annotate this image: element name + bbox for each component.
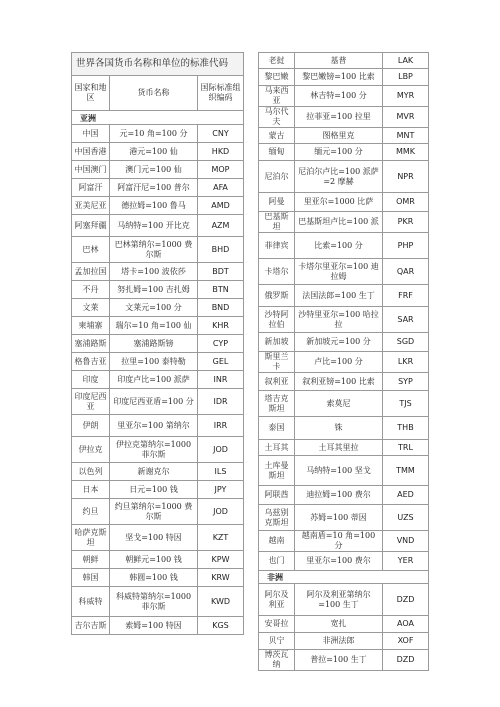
code-cell: INR: [198, 371, 244, 389]
table-row: [72, 299, 244, 317]
table-row: [72, 569, 244, 587]
title-row: [72, 53, 244, 76]
country-cell: 马来西亚: [259, 86, 295, 107]
table-row: [259, 193, 429, 212]
currency-cell: 非洲法郎: [295, 633, 383, 650]
currency-cell: 努扎姆=100 吉扎姆: [110, 281, 198, 299]
table-row: [72, 237, 244, 263]
country-cell: 塞浦路斯: [72, 335, 110, 353]
code-cell: BND: [198, 299, 244, 317]
country-cell: 哈萨克斯坦: [72, 525, 110, 551]
country-cell: 文莱: [72, 299, 110, 317]
code-cell: LKR: [383, 352, 429, 373]
code-cell: BTN: [198, 281, 244, 299]
table-row: [259, 144, 429, 161]
country-cell: 朝鲜: [72, 551, 110, 569]
code-cell: AMD: [198, 197, 244, 215]
currency-cell: 科威特第纳尔=1000 菲尔斯: [110, 587, 198, 617]
code-cell: SYP: [383, 373, 429, 391]
code-cell: ILS: [198, 463, 244, 481]
table-row: [72, 263, 244, 281]
code-cell: MMK: [383, 144, 429, 161]
country-cell: 印度尼西亚: [72, 389, 110, 415]
code-cell: QAR: [383, 259, 429, 285]
country-cell: 中国澳门: [72, 161, 110, 179]
currency-cell: 马纳特=100 开比克: [110, 215, 198, 237]
region-label: 亚洲: [72, 111, 244, 125]
country-cell: 柬埔寨: [72, 317, 110, 335]
code-cell: XOF: [383, 633, 429, 650]
currency-cell: 基普: [295, 53, 383, 69]
currency-cell: 卡塔尔里亚尔=100 迪拉姆: [295, 259, 383, 285]
country-cell: 俄罗斯: [259, 285, 295, 307]
table-row: [259, 584, 429, 616]
country-cell: 土库曼斯坦: [259, 456, 295, 486]
country-cell: 马尔代夫: [259, 107, 295, 128]
code-cell: PKR: [383, 212, 429, 233]
table-row: [259, 616, 429, 633]
currency-cell: 尼泊尔卢比=100 派萨=2 摩赫: [295, 161, 383, 193]
code-cell: MVR: [383, 107, 429, 128]
currency-cell: 巴林第纳尔=1000 费尔斯: [110, 237, 198, 263]
table-row: [259, 69, 429, 86]
table-row: [259, 505, 429, 531]
currency-table-right: [258, 52, 429, 671]
code-cell: UZS: [383, 505, 429, 531]
currency-cell: 拉菲亚=100 拉里: [295, 107, 383, 128]
currency-cell: 黎巴嫩镑=100 比索: [295, 69, 383, 86]
table-row: [259, 259, 429, 285]
table-row: [72, 125, 244, 143]
table-row: [72, 215, 244, 237]
currency-cell: 林吉特=100 分: [295, 86, 383, 107]
currency-cell: 铢: [295, 417, 383, 440]
country-cell: 阿尔及利亚: [259, 584, 295, 616]
country-cell: 亚美尼亚: [72, 197, 110, 215]
document-title: 世界各国货币名称和单位的标准代码: [72, 53, 244, 76]
code-cell: AZM: [198, 215, 244, 237]
table-row: [259, 531, 429, 552]
table-row: [72, 481, 244, 499]
country-cell: 蒙古: [259, 128, 295, 144]
code-cell: CNY: [198, 125, 244, 143]
country-cell: 韩国: [72, 569, 110, 587]
country-cell: 格鲁吉亚: [72, 353, 110, 371]
code-cell: IRR: [198, 415, 244, 437]
currency-cell: 土耳其里拉: [295, 440, 383, 456]
currency-cell: 新加坡元=100 分: [295, 333, 383, 352]
currency-cell: 阿尔及利亚第纳尔=100 生丁: [295, 584, 383, 616]
currency-cell: 澳门元=100 仙: [110, 161, 198, 179]
table-row: [259, 373, 429, 391]
country-cell: 越南: [259, 531, 295, 552]
currency-cell: 苏姆=100 蒂因: [295, 505, 383, 531]
currency-cell: 普拉=100 生丁: [295, 650, 383, 671]
code-cell: MNT: [383, 128, 429, 144]
table-row: [259, 107, 429, 128]
country-cell: 博茨瓦纳: [259, 650, 295, 671]
country-cell: 吉尔吉斯: [72, 617, 110, 635]
code-cell: FRF: [383, 285, 429, 307]
table-row: [72, 415, 244, 437]
code-cell: BDT: [198, 263, 244, 281]
table-row: [259, 440, 429, 456]
table-row: [259, 391, 429, 417]
currency-cell: 迪拉姆=100 费尔: [295, 486, 383, 505]
table-row: [259, 128, 429, 144]
table-row: [259, 307, 429, 333]
currency-cell: 卢比=100 分: [295, 352, 383, 373]
currency-cell: 印度卢比=100 派萨: [110, 371, 198, 389]
table-row: [259, 552, 429, 571]
table-row: [72, 463, 244, 481]
currency-cell: 图格里克: [295, 128, 383, 144]
region-row: [72, 111, 244, 125]
code-cell: LBP: [383, 69, 429, 86]
table-row: [259, 53, 429, 69]
code-cell: JOD: [198, 437, 244, 463]
code-cell: MYR: [383, 86, 429, 107]
country-cell: 阿曼: [259, 193, 295, 212]
country-cell: 印度: [72, 371, 110, 389]
code-cell: THB: [383, 417, 429, 440]
country-cell: 塔吉克斯坦: [259, 391, 295, 417]
header-row: [72, 76, 244, 111]
code-cell: AFA: [198, 179, 244, 197]
table-row: [72, 281, 244, 299]
currency-cell: 里亚尔=100 第纳尔: [110, 415, 198, 437]
currency-cell: 法国法郎=100 生丁: [295, 285, 383, 307]
currency-cell: 日元=100 钱: [110, 481, 198, 499]
currency-cell: 塞浦路斯镑: [110, 335, 198, 353]
country-cell: 阿塞拜疆: [72, 215, 110, 237]
country-cell: 黎巴嫩: [259, 69, 295, 86]
table-row: [72, 499, 244, 525]
code-cell: MOP: [198, 161, 244, 179]
code-cell: IDR: [198, 389, 244, 415]
table-row: [72, 335, 244, 353]
country-cell: 巴基斯坦: [259, 212, 295, 233]
country-cell: 尼泊尔: [259, 161, 295, 193]
code-cell: PHP: [383, 233, 429, 259]
code-cell: AED: [383, 486, 429, 505]
currency-cell: 新谢克尔: [110, 463, 198, 481]
country-cell: 贝宁: [259, 633, 295, 650]
currency-cell: 越南盾=10 角=100 分: [295, 531, 383, 552]
currency-cell: 塔卡=100 波依莎: [110, 263, 198, 281]
table-row: [72, 437, 244, 463]
currency-cell: 沙特里亚尔=100 哈拉拉: [295, 307, 383, 333]
code-cell: KZT: [198, 525, 244, 551]
table-row: [259, 417, 429, 440]
currency-cell: 坚戈=100 特因: [110, 525, 198, 551]
country-cell: 乌兹别克斯坦: [259, 505, 295, 531]
table-row: [72, 525, 244, 551]
table-row: [259, 161, 429, 193]
country-cell: 菲律宾: [259, 233, 295, 259]
code-cell: KGS: [198, 617, 244, 635]
currency-cell: 比索=100 分: [295, 233, 383, 259]
country-cell: 伊朗: [72, 415, 110, 437]
table-row: [259, 333, 429, 352]
table-row: [259, 486, 429, 505]
currency-cell: 港元=100 仙: [110, 143, 198, 161]
country-cell: 沙特阿拉伯: [259, 307, 295, 333]
table-row: [259, 233, 429, 259]
country-cell: 不丹: [72, 281, 110, 299]
currency-cell: 瑞尔=10 角=100 仙: [110, 317, 198, 335]
currency-cell: 索姆=100 特因: [110, 617, 198, 635]
code-cell: HKD: [198, 143, 244, 161]
region-row: [259, 571, 429, 584]
code-cell: LAK: [383, 53, 429, 69]
country-cell: 泰国: [259, 417, 295, 440]
table-row: [72, 353, 244, 371]
region-label: 非洲: [259, 571, 429, 584]
currency-cell: 索莫尼: [295, 391, 383, 417]
code-cell: YER: [383, 552, 429, 571]
code-cell: KHR: [198, 317, 244, 335]
currency-cell: 马纳特=100 坚戈: [295, 456, 383, 486]
code-cell: TRL: [383, 440, 429, 456]
country-cell: 缅甸: [259, 144, 295, 161]
table-row: [259, 650, 429, 671]
table-row: [72, 551, 244, 569]
currency-cell: 拉里=100 泰特勒: [110, 353, 198, 371]
code-cell: VND: [383, 531, 429, 552]
country-cell: 中国: [72, 125, 110, 143]
country-cell: 安哥拉: [259, 616, 295, 633]
country-cell: 科威特: [72, 587, 110, 617]
table-row: [72, 371, 244, 389]
currency-cell: 德拉姆=100 鲁马: [110, 197, 198, 215]
currency-table-left: [71, 52, 244, 635]
country-cell: 中国香港: [72, 143, 110, 161]
table-row: [72, 197, 244, 215]
table-row: [259, 86, 429, 107]
code-cell: JPY: [198, 481, 244, 499]
country-cell: 伊拉克: [72, 437, 110, 463]
country-cell: 阿富汗: [72, 179, 110, 197]
code-cell: NPR: [383, 161, 429, 193]
country-cell: 也门: [259, 552, 295, 571]
country-cell: 约旦: [72, 499, 110, 525]
table-row: [259, 285, 429, 307]
table-row: [72, 143, 244, 161]
code-cell: DZD: [383, 650, 429, 671]
table-row: [259, 633, 429, 650]
currency-cell: 宽扎: [295, 616, 383, 633]
country-cell: 土耳其: [259, 440, 295, 456]
table-row: [72, 161, 244, 179]
currency-cell: 韩圆=100 钱: [110, 569, 198, 587]
currency-header: 货币名称: [110, 76, 198, 111]
table-row: [72, 617, 244, 635]
table-row: [72, 317, 244, 335]
country-cell: 巴林: [72, 237, 110, 263]
currency-cell: 朝鲜元=100 钱: [110, 551, 198, 569]
table-row: [259, 352, 429, 373]
currency-cell: 缅元=100 分: [295, 144, 383, 161]
code-cell: JOD: [198, 499, 244, 525]
currency-cell: 阿富汗尼=100 普尔: [110, 179, 198, 197]
code-cell: KWD: [198, 587, 244, 617]
code-header: 国际标准组织编码: [198, 76, 244, 111]
country-cell: 孟加拉国: [72, 263, 110, 281]
country-cell: 卡塔尔: [259, 259, 295, 285]
code-cell: SAR: [383, 307, 429, 333]
country-cell: 叙利亚: [259, 373, 295, 391]
country-header: 国家和地区: [72, 76, 110, 111]
country-cell: 老挝: [259, 53, 295, 69]
table-row: [72, 179, 244, 197]
code-cell: GEL: [198, 353, 244, 371]
code-cell: KRW: [198, 569, 244, 587]
currency-cell: 巴基斯坦卢比=100 派: [295, 212, 383, 233]
code-cell: DZD: [383, 584, 429, 616]
code-cell: BHD: [198, 237, 244, 263]
code-cell: CYP: [198, 335, 244, 353]
country-cell: 斯里兰卡: [259, 352, 295, 373]
code-cell: AOA: [383, 616, 429, 633]
currency-cell: 叙利亚镑=100 比索: [295, 373, 383, 391]
code-cell: SGD: [383, 333, 429, 352]
currency-cell: 伊拉克第纳尔=1000 菲尔斯: [110, 437, 198, 463]
currency-cell: 元=10 角=100 分: [110, 125, 198, 143]
currency-cell: 约旦第纳尔=1000 费尔斯: [110, 499, 198, 525]
code-cell: OMR: [383, 193, 429, 212]
currency-cell: 里亚尔=100 费尔: [295, 552, 383, 571]
code-cell: TMM: [383, 456, 429, 486]
table-row: [259, 456, 429, 486]
country-cell: 阿联酋: [259, 486, 295, 505]
code-cell: TJS: [383, 391, 429, 417]
currency-cell: 里亚尔=1000 比萨: [295, 193, 383, 212]
table-row: [259, 212, 429, 233]
country-cell: 日本: [72, 481, 110, 499]
country-cell: 以色列: [72, 463, 110, 481]
code-cell: KPW: [198, 551, 244, 569]
country-cell: 新加坡: [259, 333, 295, 352]
currency-cell: 文莱元=100 分: [110, 299, 198, 317]
table-row: [72, 389, 244, 415]
currency-cell: 印度尼西亚盾=100 分: [110, 389, 198, 415]
table-row: [72, 587, 244, 617]
